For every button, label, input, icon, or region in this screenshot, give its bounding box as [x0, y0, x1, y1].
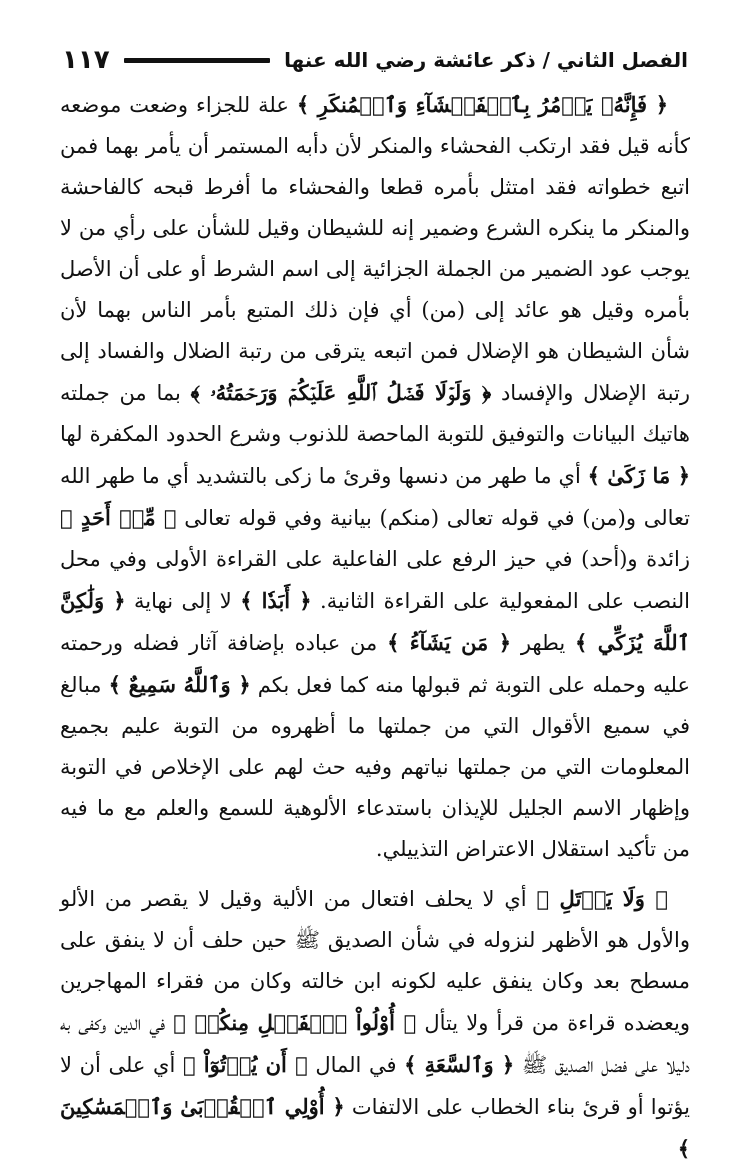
quran-quote: ﴿ وَلَوۡلَا فَضۡلُ ٱللَّهِ عَلَيۡكُمۡ وَرَحۡمَتُهُۥ ﴾ — [190, 380, 492, 405]
page-number: ١١٧ — [62, 45, 110, 75]
quran-quote: ﴿ وَلَٰكِنَّ ٱللَّهَ يُزَكِّي ﴾ — [60, 588, 690, 655]
quran-quote: ﴿ مَا زَكَىٰ ﴾ — [587, 463, 690, 488]
commentary-text: علة للجزاء وضعت موضعه كأنه قيل فقد ارتكب الفحشاء والمنكر لأن دأبه المستمر أن يأمر بهما فمن اتبع خطواته فقد امتثل بأمره قطعا والفحشاء ما أفرط قبحه كالفاحشة والمنكر ما ينكره الشرع وضمير إنه للشيطان وقيل للشأن على رأي من لا يوجب عود الضمير من الجملة الجزائية إلى اسم الشرط أو على أن الأصل بأمره وقيل هو عائد إلى (من) أي فإن ذلك المتبع بأمر الناس بهما لأن شأن الشيطان هو الإضلال فمن اتبعه يترقى من رتبة الضلال والفساد إلى رتبة الإضلال والإفساد — [60, 93, 690, 405]
commentary-text: في الدين وكفى به دليلا على فضل الصديق ﷺ — [60, 1011, 690, 1077]
quran-quote: ﴿ وَلَا يَأۡتَلِ ﴾ — [536, 886, 668, 911]
commentary-text: بما من جملته هاتيك البيانات والتوفيق للتوبة الماحصة للذنوب وشرع الحدود المكفرة لها — [60, 381, 690, 446]
quran-quote: ﴿ أُوْلُواْ ٱلۡفَضۡلِ مِنكُمۡ ﴾ — [173, 1010, 417, 1035]
quran-quote: ﴿ وَٱلسَّعَةِ ﴾ — [404, 1052, 515, 1077]
commentary-text: في المال — [307, 1053, 405, 1077]
commentary-text: أي لا يحلف افتعال من الألية وقيل لا يقصر من الألو والأول هو الأظهر لنزوله في شأن الصديق ﷺ حين حلف أن لا ينفق على مسطح بعد وكان ينفق عليه لكونه ابن خالته وكان من فقراء المهاجرين ويعضده قراءة من قرأ ولا يتأل — [60, 887, 690, 1035]
commentary-text: أي على أن لا يؤتوا أو قرئ بناء الخطاب على الالتفات — [60, 1053, 690, 1119]
quran-quote: ﴿ مَن يَشَآءُ ﴾ — [387, 630, 512, 655]
body-text — [60, 84, 690, 1170]
quran-quote: ﴿ وَٱللَّهُ سَمِيعٌ ﴾ — [108, 672, 251, 697]
paragraph-1 — [60, 84, 690, 870]
quran-quote: ﴿ مِّنۡ أَحَدٍ ﴾ — [60, 505, 177, 530]
commentary-text: مبالغ في سميع الأقوال التي من جملتها ما أظهروه من التوبة عليم بجميع المعلومات التي من جملتها نياتهم وفيه حث لهم على الإخلاص في التوبة وإظهار الاسم الجليل للإيذان باستدعاء الألوهية للسمع والعلم مع ما فيه من تأكيد استقلال الاعتراض التذييلي. — [60, 673, 690, 861]
quran-quote: ﴿ أَبَدٗا ﴾ — [240, 588, 312, 613]
commentary-text: أي ما طهر من دنسها وقرئ ما زكى بالتشديد أي ما طهر الله تعالى و(من) في قوله تعالى (منكم) بيانية وفي قوله تعالى — [60, 464, 690, 530]
commentary-text: لا إلى نهاية — [125, 589, 241, 613]
quran-quote: ﴿ أُوْلِي ٱلۡقُرۡبَىٰ وَٱلۡمَسَٰكِينَ ﴾ — [60, 1094, 690, 1161]
commentary-text: زائدة و(أحد) في حيز الرفع على الفاعلية على القراءة الأولى وفي محل النصب على المفعولية على القراءة الثانية. — [60, 547, 690, 613]
quran-quote: ﴿ فَإِنَّهُۥ يَأۡمُرُ بِٱلۡفَحۡشَآءِ وَٱلۡمُنكَرِ ﴾ — [296, 92, 668, 117]
commentary-text: يطهر — [511, 631, 575, 655]
quran-quote: ﴿ أَن يُؤۡتُوٓاْ ﴾ — [182, 1052, 308, 1077]
running-header — [62, 38, 688, 82]
commentary-text: من عباده بإضافة آثار فضله ورحمته عليه وحمله على التوبة ثم قبولها منه كما فعل بكم — [60, 631, 690, 697]
paragraph-2 — [60, 878, 690, 1170]
chapter-title: الفصل الثاني / ذكر عائشة رضي الله عنها — [284, 48, 688, 72]
header-rule — [124, 58, 270, 63]
